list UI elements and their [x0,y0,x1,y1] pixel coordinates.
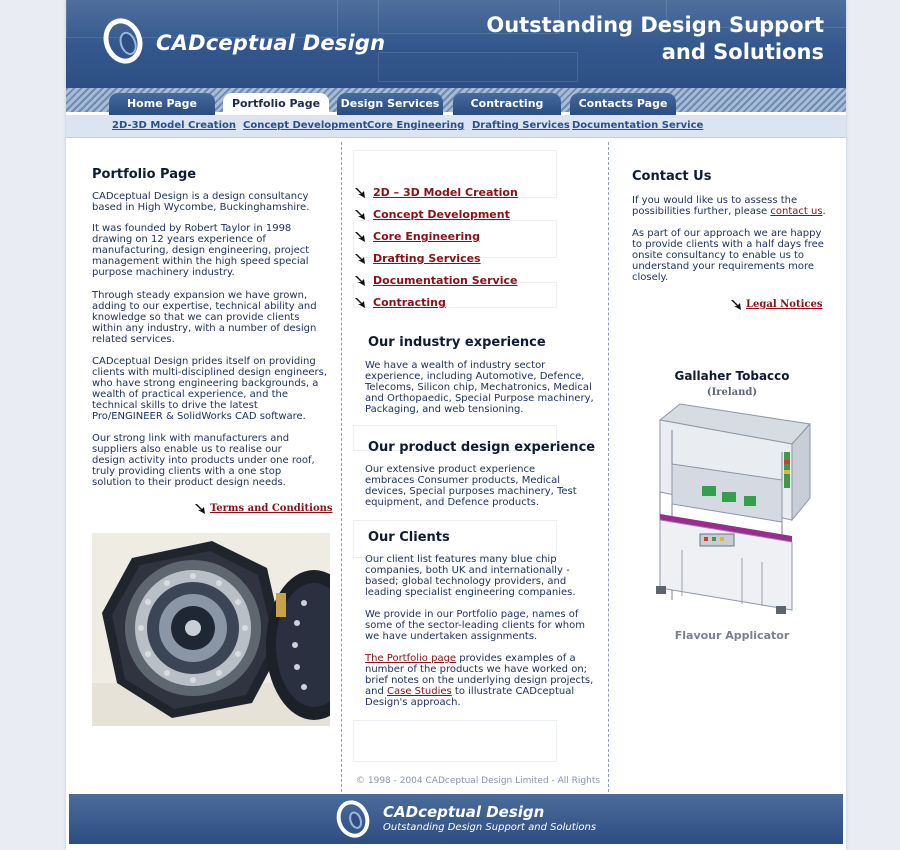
clients-paragraph-1: Our client list features many blue chip companies, both UK and internationally -based; global technology providers, and leading specialist engineering companies. [365,554,576,598]
service-link-drafting-services[interactable]: Drafting Services [373,252,481,265]
tab-contacts-page[interactable]: Contacts Page [570,93,676,115]
column-divider [341,142,342,792]
terms-and-conditions-link[interactable]: Terms and Conditions [210,503,333,514]
arrow-bullet-icon [194,503,206,515]
header-tagline [486,12,824,66]
tab-home-page[interactable]: Home Page [109,93,215,115]
service-link-core-engineering[interactable]: Core Engineering [373,230,480,243]
sub-nav [66,115,846,138]
contact-paragraph-1-end: . [822,206,826,217]
header-tagline-line1: Outstanding Design Support [486,13,824,37]
expansion-paragraph: Through steady expansion we have grown, adding to our expertise, technical ability and knowledge so that we can provide clients within any industry, with a number of design related services. [92,290,317,345]
engineers-paragraph: CADceptual Design prides itself on providing clients with multi-disciplined design engineers, who have strong engineering backgrounds, a wealth of practical experience, and the technical skills to drive the latest Pro/ENGINEER & SolidWorks CAD software. [92,356,328,422]
background-decor-box [353,720,557,762]
site-footer [69,794,843,844]
subnav-link-documentation-service[interactable]: Documentation Service [572,120,704,131]
industry-paragraph: We have a wealth of industry sector experience, including Automotive, Defence, Telecoms, Silicon chip, Mechatronics, Medical and Orthopaedic, Special Purpose machinery, Packaging, and web tensioning. [365,360,594,415]
header-tagline-line2: and Solutions [661,40,824,64]
logo-ring-icon [97,13,148,69]
clients-heading: Our Clients [368,530,450,545]
page [66,0,846,850]
product-photo [92,533,330,726]
clients-paragraph-3 [365,653,597,708]
founder-paragraph: It was founded by Robert Taylor in 1998 drawing on 12 years experience of manufacturing, design engineering, project management within the high speed special purpose machinery industry. [92,223,310,278]
intro-paragraph: CADceptual Design is a design consultancy based in High Wycombe, Buckinghamshire. [92,191,310,213]
service-link-contracting[interactable]: Contracting [373,296,446,309]
contact-heading: Contact Us [632,169,712,184]
arrow-bullet-icon [730,299,742,311]
header-brand-name: CADceptual Design [156,31,386,55]
image-caption: Flavour Applicator [674,629,790,642]
clients-paragraph-3-text: provides examples of a number of the products we have worked on; brief notes on the underlying design projects, and [365,653,594,697]
product-design-paragraph: Our extensive product experience embraces Consumer products, Medical devices, Special purposes machinery, Test equipment, and Defence products. [365,464,577,508]
industry-heading: Our industry experience [368,335,546,350]
case-studies-link[interactable]: Case Studies [387,686,452,697]
contact-paragraph-1 [632,195,832,217]
product-design-heading: Our product design experience [368,440,596,455]
service-link-model-creation[interactable]: 2D – 3D Model Creation [373,186,518,199]
tab-portfolio-page[interactable]: Portfolio Page [223,93,329,117]
column-divider [608,142,609,792]
contact-us-link[interactable]: contact us [770,206,823,217]
tab-design-services[interactable]: Design Services [337,93,443,115]
subnav-link-core-engineering[interactable]: Core Engineering [367,120,465,131]
client-country: (Ireland) [706,387,758,398]
service-link-documentation-service[interactable]: Documentation Service [373,274,518,287]
clients-paragraph-3-end: to illustrate CADceptual Design's approach. [365,686,575,708]
subnav-link-drafting-services[interactable]: Drafting Services [472,120,570,131]
arrow-bullet-icon [354,297,366,309]
footer-logo-icon [331,796,374,843]
tab-contracting[interactable]: Contracting [453,93,561,115]
legal-notices-link[interactable]: Legal Notices [746,299,823,310]
client-name: Gallaher Tobacco [674,369,790,383]
service-link-concept-development[interactable]: Concept Development [373,208,510,221]
arrow-bullet-icon [354,253,366,265]
footer-tagline: Outstanding Design Support and Solutions [383,822,597,833]
contact-paragraph-1-text: If you would like us to assess the possibilities further, please [632,195,798,217]
header-logo[interactable] [104,18,386,68]
portfolio-page-link[interactable]: The Portfolio page [365,653,457,664]
main-nav-tabs [66,93,846,115]
clients-paragraph-2: We provide in our Portfolio page, names of some of the sector-leading clients for whom we have undertaken assignments. [365,609,585,642]
portfolio-heading: Portfolio Page [92,167,197,182]
site-header [66,0,846,88]
flavour-applicator-image [652,400,812,615]
contact-paragraph-2: As part of our approach we are happy to provide clients with a half days free onsite consultancy to enable us to understand your requirements more closely. [632,228,824,283]
footer-brand-name: CADceptual Design [383,803,545,821]
subnav-link-concept-development[interactable]: Concept Development [243,120,368,131]
arrow-bullet-icon [354,231,366,243]
subnav-link-model-creation[interactable]: 2D-3D Model Creation [112,120,237,131]
arrow-bullet-icon [354,275,366,287]
manufacturers-paragraph: Our strong link with manufacturers and suppliers also enable us to realise our design activity into products under one roof, truly providing clients with a one stop solution to their product design needs. [92,433,315,488]
arrow-bullet-icon [354,187,366,199]
arrow-bullet-icon [354,209,366,221]
copyright-text: © 1998 - 2004 CADceptual Design Limited - All Rights [356,776,601,786]
